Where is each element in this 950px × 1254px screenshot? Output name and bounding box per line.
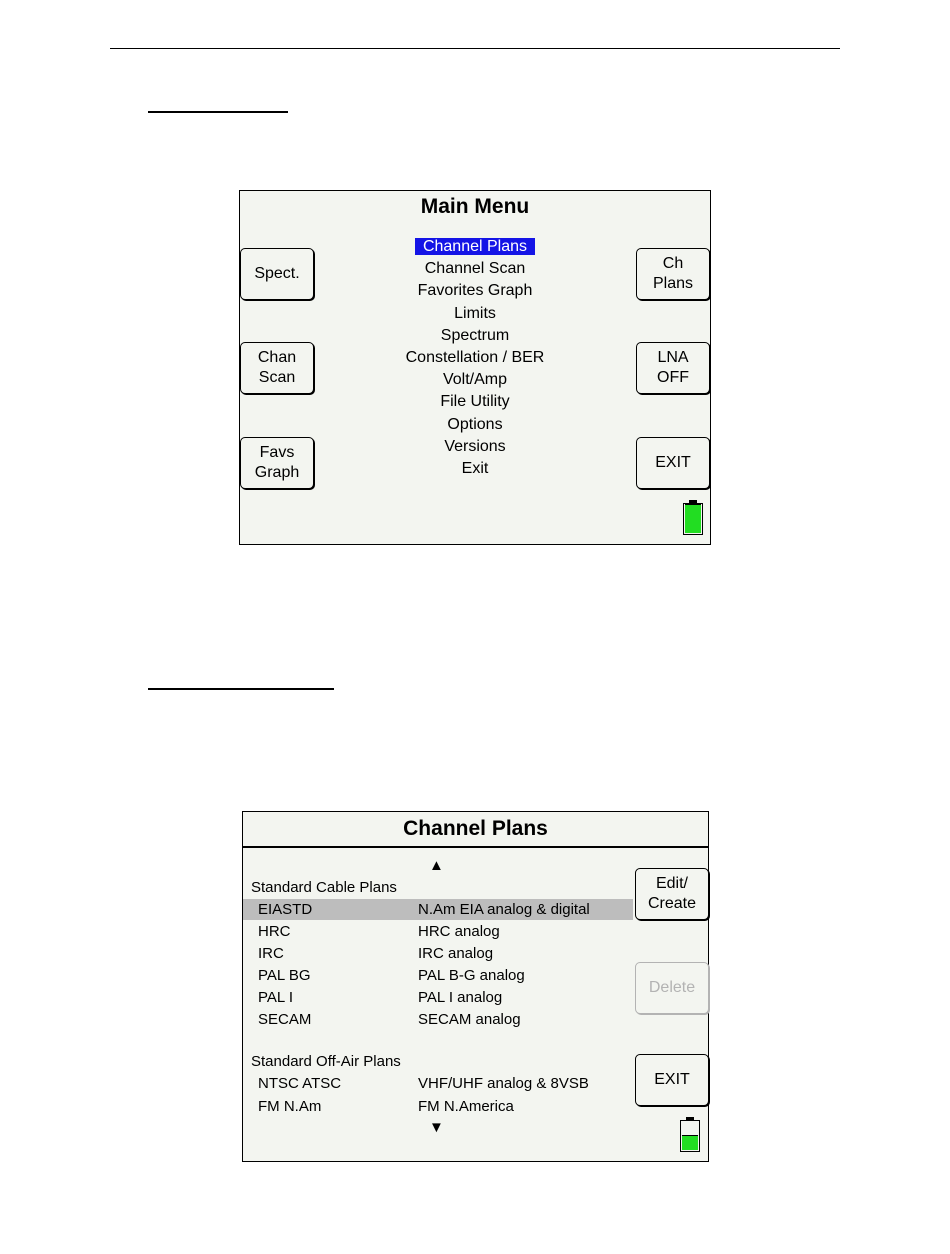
channel-plans-title: Channel Plans (243, 812, 708, 848)
menu-item-channel-scan[interactable]: Channel Scan (424, 260, 526, 278)
plan-row-fm-nam[interactable]: FM N.Am FM N.America (258, 1098, 514, 1115)
battery-icon (680, 1120, 700, 1152)
section-heading-underline (148, 688, 334, 690)
battery-icon (683, 503, 703, 535)
plan-row-irc[interactable]: IRC IRC analog (258, 945, 494, 962)
menu-item-versions[interactable]: Versions (444, 437, 506, 455)
menu-item-channel-plans[interactable]: Channel Plans (370, 236, 580, 258)
favs-graph-softkey[interactable]: Favs Graph (240, 437, 314, 489)
exit-button[interactable]: EXIT (635, 1054, 709, 1106)
delete-button[interactable]: Delete (635, 962, 709, 1014)
menu-item-volt-amp[interactable]: Volt/Amp (442, 371, 508, 389)
menu-item-favorites-graph[interactable]: Favorites Graph (417, 282, 533, 300)
spect-softkey[interactable]: Spect. (240, 248, 314, 300)
menu-item-exit[interactable]: Exit (461, 459, 489, 477)
plan-row-ntsc-atsc[interactable]: NTSC ATSC VHF/UHF analog & 8VSB (258, 1075, 589, 1092)
ch-plans-softkey[interactable]: Ch Plans (636, 248, 710, 300)
scroll-up-arrow-icon[interactable]: ▲ (429, 857, 444, 874)
plan-row-secam[interactable]: SECAM SECAM analog (258, 1011, 521, 1028)
menu-item-limits[interactable]: Limits (454, 304, 496, 322)
plan-row-hrc[interactable]: HRC HRC analog (258, 923, 500, 940)
group-heading-cable: Standard Cable Plans (251, 879, 397, 896)
page-header-rule (110, 48, 840, 49)
group-heading-off-air: Standard Off-Air Plans (251, 1053, 401, 1070)
scroll-down-arrow-icon[interactable]: ▼ (429, 1119, 444, 1136)
menu-item-options[interactable]: Options (447, 415, 503, 433)
chan-scan-softkey[interactable]: Chan Scan (240, 342, 314, 394)
menu-item-file-utility[interactable]: File Utility (440, 393, 510, 411)
main-menu-list (370, 236, 580, 480)
edit-create-button[interactable]: Edit/ Create (635, 868, 709, 920)
exit-softkey[interactable]: EXIT (636, 437, 710, 489)
section-heading-underline (148, 111, 288, 113)
plan-row-pal-bg[interactable]: PAL BG PAL B-G analog (258, 967, 525, 984)
lna-off-softkey[interactable]: LNA OFF (636, 342, 710, 394)
channel-plans-screen (242, 811, 709, 1162)
main-menu-title: Main Menu (420, 195, 530, 218)
main-menu-screen (239, 190, 711, 545)
plan-row-pal-i[interactable]: PAL I PAL I analog (258, 989, 503, 1006)
plan-row-eiastd[interactable]: EIASTD N.Am EIA analog & digital (243, 899, 633, 920)
menu-item-spectrum[interactable]: Spectrum (440, 326, 510, 344)
menu-item-constellation-ber[interactable]: Constellation / BER (405, 348, 545, 366)
